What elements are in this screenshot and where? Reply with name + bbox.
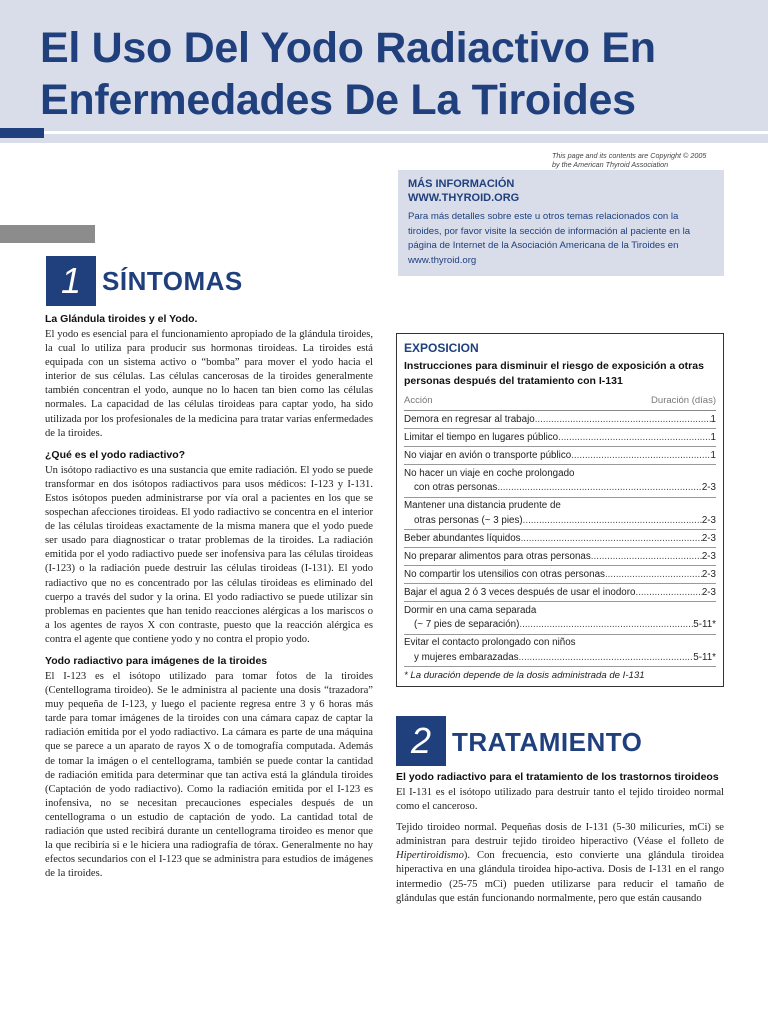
para-imagenes: El I-123 es el isótopo utilizado para tomar fotos de la tiroides (Centellograma tiroideo). Se le administra al paciente una dosis “trazadora” muy pequeña de I-123, y luego el paciente regresa entre 3 y 6 horas más tarde para tomar imágenes de la tiroides con una cámara capaz de captar la radiación emitida por el yodo radiactivo. La cámara es parte de una máquina que se parece a un aparato de rayos X o de tomografía computada. Además de tomar la imágen o el centellograma, también se puede contar la cantidad de radiación emitida para determinar que tan activa está la glándula tiroides (Captación de yodo radiactivo). Como la radiación emitida por el I-123 es inofensiva, no se necesitan precauciones especiales después de un centellograma o un estudio de captación de yodo. La cantidad total de radiación que usted recibirá durante un centellograma tiroideo es menor que la que recibiría si e le hiciera una radiografía de tórax. Generalmente no hay efectos secundarios con el I-123 que se administra para estudios de imágenes de la tiroides. — [45, 670, 373, 880]
row-leader-dots — [519, 618, 693, 633]
title-line-1: El Uso Del Yodo Radiactivo En — [40, 24, 656, 72]
row-duration: 2-3 — [701, 482, 716, 493]
row-action-line1: No hacer un viaje en coche prolongado — [404, 467, 575, 479]
row-leader-dots — [519, 651, 694, 666]
exposicion-row — [404, 602, 716, 635]
copyright-notice — [552, 151, 742, 169]
exposicion-subtitle: Instrucciones para disminuir el riesgo de exposición a otras personas después del tratamiento con I-131 — [404, 360, 704, 387]
para-glandula: El yodo es esencial para el funcionamiento apropiado de la glándula tiroides, la cual lo utiliza para producir sus hormonas tiroideas. La tiroides está equipada con un sistema activo o “bomba” para mover el yodo hacia el interior de sus células. Las células cancerosas de la tiroides generalmente también concentran el yodo, aunque no lo hacen tan bien como las células normales. La capacidad de las células tiroideas para captar yodo, ha sido utilizada por los profesionales de la medicina para tratar varias enfermedades de la tiroides. — [45, 329, 373, 439]
exposicion-column-headers — [404, 395, 716, 411]
row-leader-dots — [523, 514, 702, 529]
exposicion-row — [404, 548, 716, 566]
title-accent-bar — [0, 128, 44, 138]
para-tratamiento: El I-131 es el isótopo utilizado para destruir tanto el tejido tiroideo normal como el canceroso. — [396, 787, 724, 813]
row-action-line1: Mantener una distancia prudente de — [404, 500, 561, 511]
section-1-title: SÍNTOMAS — [102, 266, 243, 296]
row-action: No compartir los utensilios con otras personas — [404, 568, 605, 580]
row-action: No preparar alimentos para otras personas — [404, 550, 591, 562]
section-1-number: 1 — [46, 256, 96, 306]
row-leader-dots — [571, 449, 710, 464]
section-2-body — [396, 770, 724, 913]
row-leader-dots — [521, 532, 702, 547]
section-2-number: 2 — [396, 716, 446, 766]
row-duration: 5-11* — [693, 619, 716, 630]
row-action-line1: Dormir en una cama separada — [404, 604, 537, 616]
title-rule — [44, 131, 768, 134]
row-leader-dots — [605, 568, 702, 583]
row-duration: 2-3 — [701, 532, 716, 544]
column-duration: Duración (días) — [651, 395, 716, 406]
exposicion-box — [396, 333, 724, 687]
subhead-tratamiento: El yodo radiactivo para el tratamiento de los trastornos tiroideos — [396, 771, 719, 783]
subhead-yodo-radiactivo: ¿Qué es el yodo radiactivo? — [45, 448, 186, 461]
para-tejido-normal — [396, 821, 724, 906]
column-action: Acción — [404, 395, 433, 406]
row-duration: 1 — [710, 413, 716, 425]
exposicion-row — [404, 566, 716, 584]
exposicion-rows — [404, 411, 716, 667]
exposicion-row — [404, 465, 716, 498]
copyright-line-1: This page and its contents are Copyright © 2005 — [552, 151, 707, 160]
row-duration: 5-11* — [693, 651, 716, 663]
row-action: No viajar en avión o transporte público — [404, 449, 572, 461]
row-action: Demora en regresar al trabajo — [404, 413, 535, 425]
exposicion-note: * La duración depende de la dosis administrada de I-131 — [404, 670, 645, 681]
title-line-2: Enfermedades De La Tiroides — [40, 76, 636, 124]
para-yodo-radiactivo: Un isótopo radiactivo es una sustancia que emite radiación. El yodo se puede transformar en dos isótopos radiactivos para usos médicos: I-123 y I-131. Estos isótopos pueden administrarse por vía oral a pacientes en los que se sospechan afecciones tiroideas. El yodo radiactivo se concentra en el interior de las células tiroideas exactamente de la misma manera que el yodo puede ser usado para diagnosticar o tratar problemas de la tiroides. La radiación emitida por el yodo radiactivo puede ser inofensiva para las células tiroideas (I-123) o la radiación puede destruir las células tiroideas (I-131). El yodo radiactivo que no es concentrado por las células tiroideas es eliminado del cuerpo a través del sudor y la orina. El yodo radiactivo se puede utilizar sin problemas en pacientes que han tenido reacciones alérgicas a los mariscos o a los agentes de rayos X con contraste, puesto que la reacción alérgica es contra el agente que contiene yodo y no contra el propio yodo. — [45, 464, 373, 645]
row-leader-dots — [591, 550, 702, 565]
row-duration: 2-3 — [701, 550, 716, 562]
row-action-line2: (~ 7 pies de separación) — [414, 619, 520, 630]
row-action: Beber abundantes líquidos — [404, 532, 521, 544]
row-leader-dots — [497, 481, 702, 496]
exposicion-row — [404, 530, 716, 548]
info-text: Para más detalles sobre este u otros temas relacionados con la tiroides, por favor visite la sección de información al paciente en la página de Internet de la Asociación Americana de la Tiroides en www.thyroid.org — [408, 211, 691, 266]
row-action: Limitar el tiempo en lugares público — [404, 431, 559, 443]
exposicion-row — [404, 411, 716, 429]
lead-tejido-normal: Tejido tiroideo normal. — [396, 822, 497, 834]
row-action-line1: Evitar el contacto prolongado con niños — [404, 637, 576, 648]
gray-tab-decoration — [0, 225, 95, 243]
section-2-title: TRATAMIENTO — [452, 727, 643, 757]
row-action-line2: otras personas (~ 3 pies) — [414, 514, 523, 526]
exposicion-row — [404, 635, 716, 668]
row-duration: 2-3 — [701, 586, 716, 598]
subhead-imagenes: Yodo radiactivo para imágenes de la tiroides — [45, 654, 268, 667]
exposicion-row — [404, 584, 716, 602]
info-heading: MÁS INFORMACIÓN — [408, 178, 515, 190]
row-leader-dots — [635, 586, 701, 601]
row-leader-dots — [535, 413, 711, 428]
exposicion-row — [404, 429, 716, 447]
row-action: Bajar el agua 2 ó 3 veces después de usar el inodoro — [404, 586, 636, 598]
row-duration: 2-3 — [701, 568, 716, 580]
info-url-link[interactable]: WWW.THYROID.ORG — [408, 192, 520, 204]
para-tejido-normal-b: ). Con frecuencia, esto convierte una glándula tiroidea hiperactiva en una glándula tiroidea hipo-activa. Dosis de I-131 en el rango intermedio (25-75 mCi) pueden utilizarse para reducir el tamaño de glándulas que están funcionando normalmente, pero que están causando — [396, 850, 724, 904]
copyright-line-2: by the American Thyroid Association — [552, 160, 669, 169]
row-duration: 1 — [710, 431, 716, 443]
exposicion-row — [404, 447, 716, 465]
row-action-line2: con otras personas — [414, 482, 498, 493]
row-duration: 2-3 — [701, 514, 716, 526]
page-title — [40, 22, 760, 126]
exposicion-row — [404, 498, 716, 531]
para-tejido-normal-a: Pequeñas dosis de I-131 (5-30 milicuries, mCi) se administran para destruir tejido tiroideo hiperactivo (Véase el folleto de — [396, 822, 724, 848]
exposicion-title: EXPOSICION — [404, 341, 479, 355]
hipertiroidismo-emphasis: Hipertiroidismo — [396, 850, 464, 862]
section-1-body — [45, 312, 373, 888]
subhead-glandula: La Glándula tiroides y el Yodo. — [45, 313, 198, 325]
row-leader-dots — [558, 431, 710, 446]
row-action-line2: y mujeres embarazadas — [414, 651, 519, 663]
row-duration: 1 — [710, 449, 716, 461]
info-box — [398, 170, 724, 276]
